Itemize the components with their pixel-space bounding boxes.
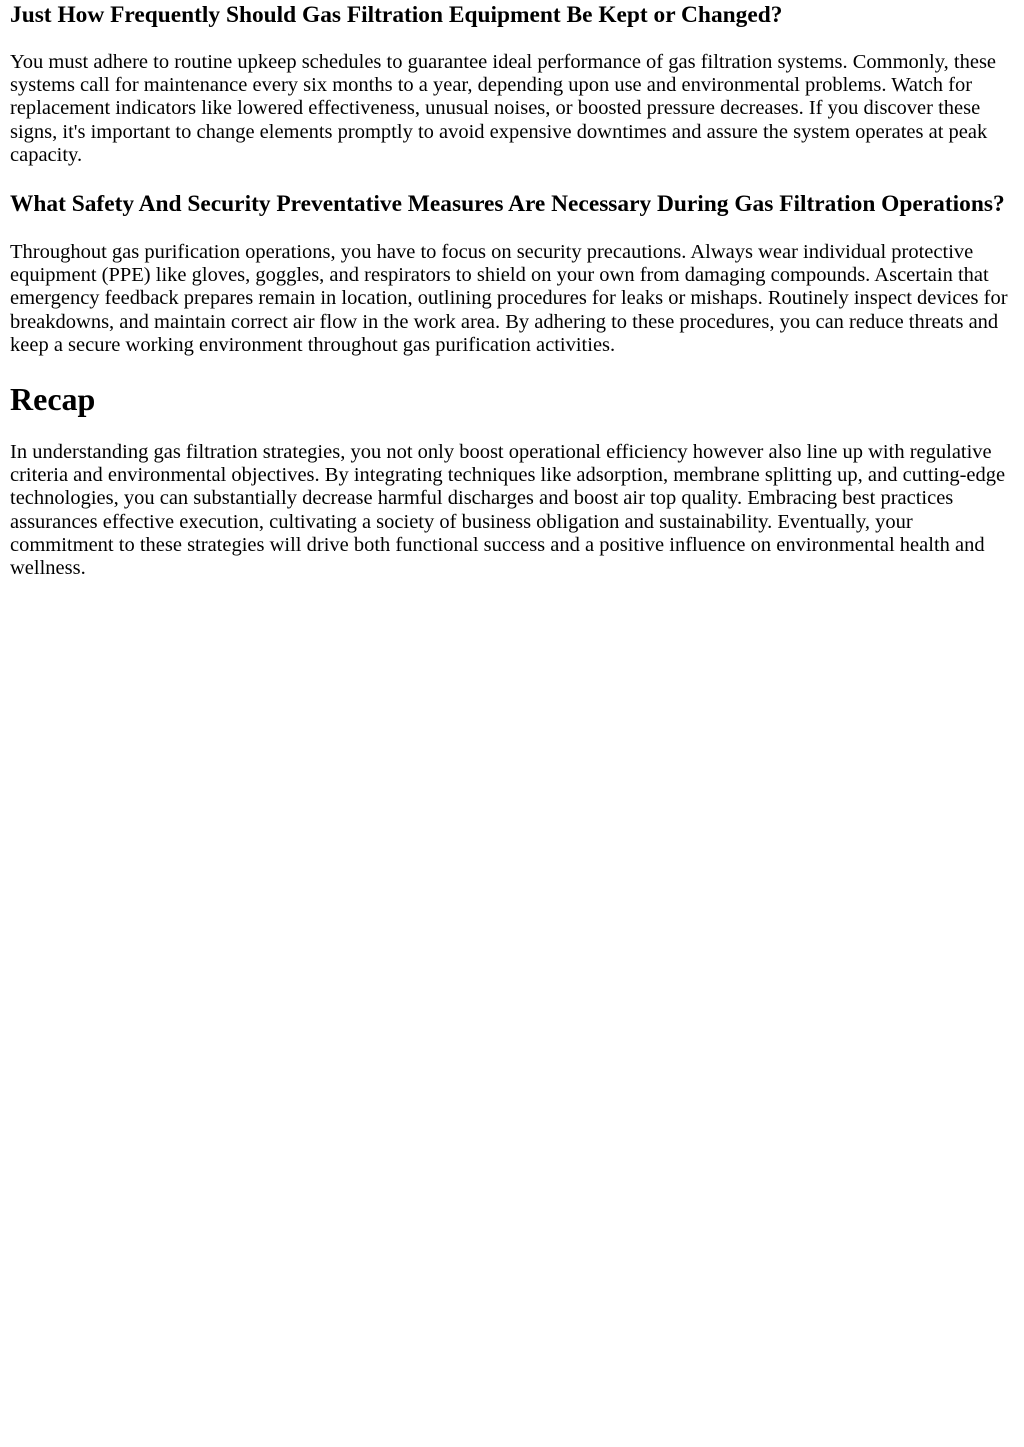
article [0,1,1024,580]
recap-paragraph: In understanding gas filtration strategies, you not only boost operational efficiency however also line up with regulative criteria and environmental objectives. By integrating techniques like adsorption, membrane splitting up, and cutting-edge technologies, you can substantially decrease harmful discharges and boost air top quality. Embracing best practices assurances effective execution, cultivating a society of business obligation and sustainability. Eventually, your commitment to these strategies will drive both functional success and a positive influence on environmental health and wellness. [10,441,1006,580]
maintenance-paragraph: You must adhere to routine upkeep schedules to guarantee ideal performance of gas filtration systems. Commonly, these systems call for maintenance every six months to a year, depending upon use and environmental problems. Watch for replacement indicators like lowered effectiveness, unusual noises, or boosted pressure decreases. If you discover these signs, it's important to change elements promptly to avoid expensive downtimes and assure the system operates at peak capacity. [10,51,997,166]
maintenance-heading: Just How Frequently Should Gas Filtration Equipment Be Kept or Changed? [10,2,783,28]
safety-paragraph: Throughout gas purification operations, you have to focus on security precautions. Always wear individual protective equipment (PPE) like gloves, goggles, and respirators to shield on your own from damaging compounds. Ascertain that emergency feedback prepares remain in location, outlining procedures for leaks or mishaps. Routinely inspect devices for breakdowns, and maintain correct air flow in the work area. By adhering to these procedures, you can reduce threats and keep a secure working environment throughout gas purification activities. [10,241,1008,356]
safety-heading: What Safety And Security Preventative Measures Are Necessary During Gas Filtration Operations? [10,191,1005,218]
recap-heading: Recap [10,381,96,418]
